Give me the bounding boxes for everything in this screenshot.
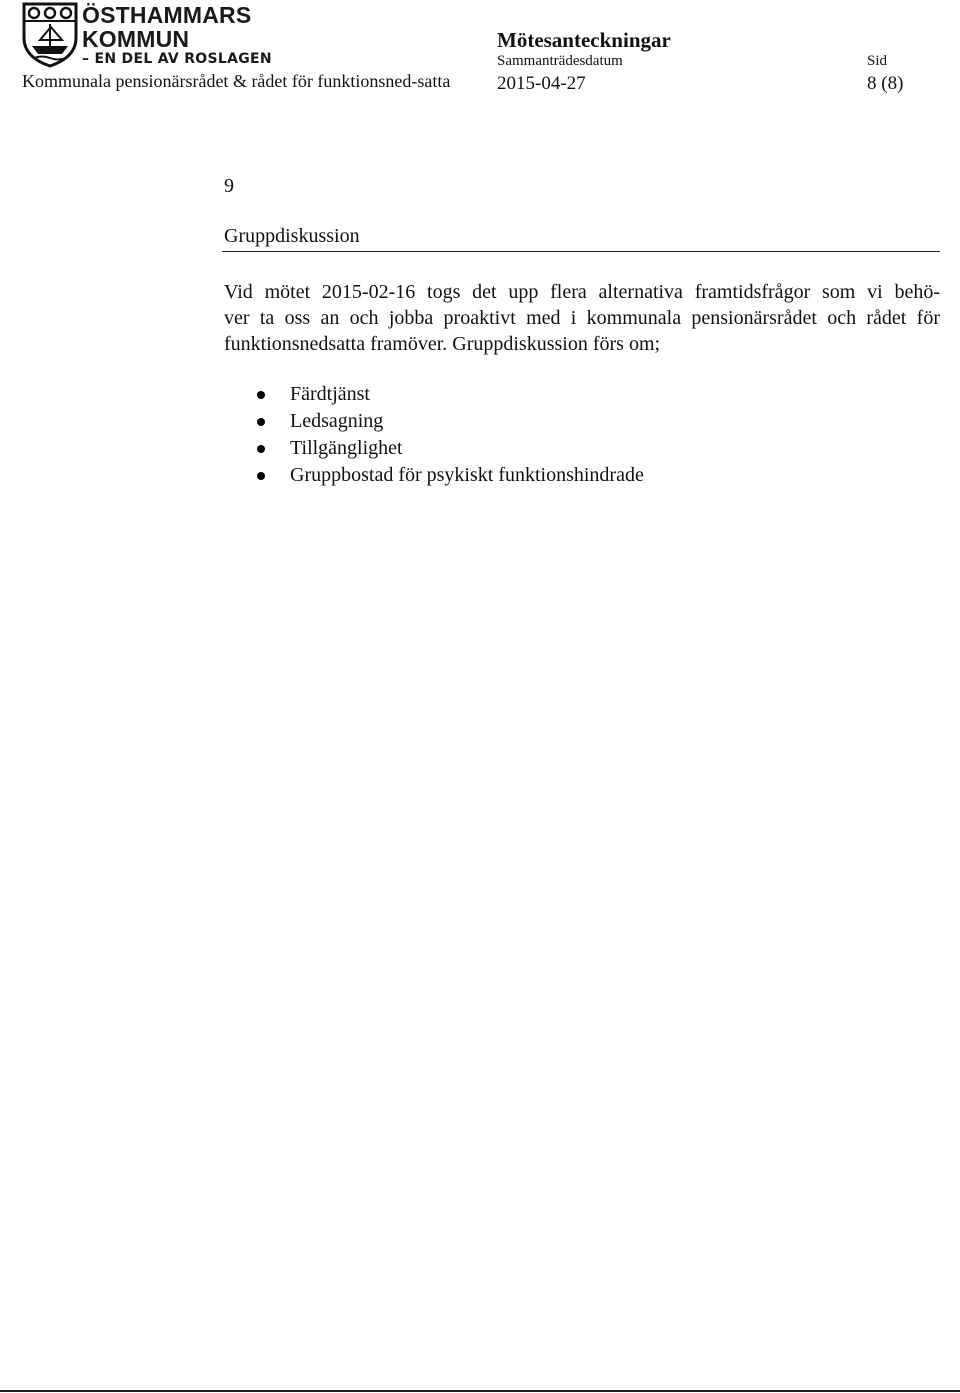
list-item <box>250 435 644 462</box>
topic-label: Tillgänglighet <box>290 437 403 459</box>
list-item <box>250 381 644 408</box>
bullet-icon <box>257 445 265 453</box>
footer-divider <box>0 1390 960 1392</box>
topic-label: Ledsagning <box>290 410 384 432</box>
discussion-topics-list <box>250 381 644 489</box>
logo-name-line1: ÖSTHAMMARS <box>82 2 252 28</box>
body-line: funktionsnedsatta framöver. Gruppdiskussion förs om; <box>224 333 661 355</box>
list-item <box>250 462 644 489</box>
list-item <box>250 408 644 435</box>
committee-name: Kommunala pensionärsrådet & rådet för funktionsned-satta <box>22 71 451 91</box>
section-divider <box>222 251 940 252</box>
coat-of-arms-icon <box>22 2 78 68</box>
document-title: Mötesanteckningar <box>497 28 671 52</box>
section-title: Gruppdiskussion <box>224 225 360 247</box>
bullet-icon <box>257 391 265 399</box>
section-number: 9 <box>224 175 234 197</box>
page-number: 8 (8) <box>867 73 904 94</box>
page-label: Sid <box>867 53 888 69</box>
bullet-icon <box>257 472 265 480</box>
section-body <box>224 279 940 357</box>
logo-name-line2: KOMMUN <box>82 26 190 52</box>
municipality-logo <box>22 2 272 70</box>
body-line: ver ta oss an och jobba proaktivt med i kommunala pensionärsrådet och rådet för <box>224 307 940 329</box>
meeting-date-value: 2015-04-27 <box>497 73 586 94</box>
topic-label: Gruppbostad för psykiskt funktionshindrade <box>290 464 644 486</box>
topic-label: Färdtjänst <box>290 383 370 405</box>
meeting-date-label: Sammanträdesdatum <box>497 53 623 69</box>
logo-tagline: – EN DEL AV ROSLAGEN <box>82 51 272 67</box>
body-line: Vid mötet 2015-02-16 togs det upp flera alternativa framtidsfrågor som vi behö- <box>224 281 940 303</box>
bullet-icon <box>257 418 265 426</box>
